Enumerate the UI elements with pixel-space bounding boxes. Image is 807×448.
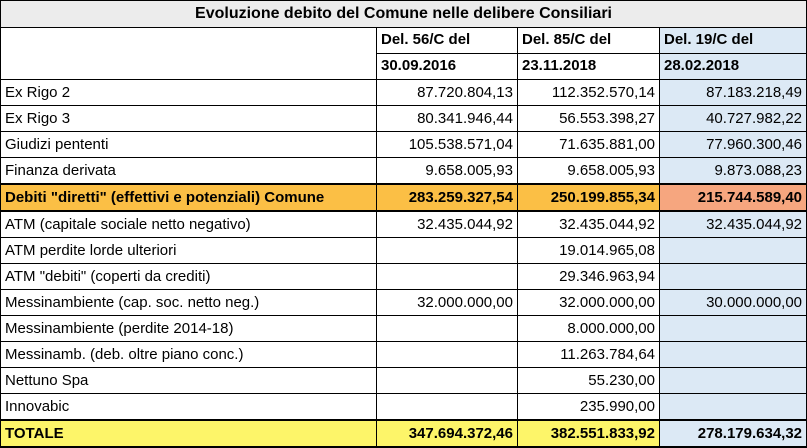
table-row xyxy=(1,132,807,158)
row-value-1: 105.538.571,04 xyxy=(377,132,518,158)
subtotal-value-2: 250.199.855,34 xyxy=(518,184,660,211)
total-row xyxy=(1,420,807,447)
total-value-2: 382.551.833,92 xyxy=(518,420,660,447)
row-value-2: 8.000.000,00 xyxy=(518,316,660,342)
row-value-1 xyxy=(377,316,518,342)
row-value-1 xyxy=(377,238,518,264)
row-label: Ex Rigo 3 xyxy=(1,106,377,132)
column-header-1-line2: 30.09.2016 xyxy=(377,54,518,80)
row-value-3 xyxy=(660,342,807,368)
row-label: Messinamb. (deb. oltre piano conc.) xyxy=(1,342,377,368)
subtotal-label: Debiti "diretti" (effettivi e potenziali) Comune xyxy=(1,184,377,211)
subsidiary-debt-rows xyxy=(1,211,807,420)
column-header-1-line1: Del. 56/C del xyxy=(377,28,518,54)
row-value-3 xyxy=(660,238,807,264)
table-row xyxy=(1,316,807,342)
row-value-1: 9.658.005,93 xyxy=(377,158,518,185)
table-row xyxy=(1,342,807,368)
column-header-2-line1: Del. 85/C del xyxy=(518,28,660,54)
table-row xyxy=(1,106,807,132)
row-value-3: 77.960.300,46 xyxy=(660,132,807,158)
column-header-3-line1: Del. 19/C del xyxy=(660,28,807,54)
row-value-1: 32.000.000,00 xyxy=(377,290,518,316)
row-value-2: 32.435.044,92 xyxy=(518,211,660,238)
subtotal-value-3: 215.744.589,40 xyxy=(660,184,807,211)
table-row xyxy=(1,264,807,290)
table-row xyxy=(1,368,807,394)
row-value-1 xyxy=(377,368,518,394)
row-value-2: 71.635.881,00 xyxy=(518,132,660,158)
total-value-1: 347.694.372,46 xyxy=(377,420,518,447)
row-value-3: 87.183.218,49 xyxy=(660,80,807,106)
row-value-3 xyxy=(660,394,807,421)
row-value-3 xyxy=(660,264,807,290)
row-label: ATM perdite lorde ulteriori xyxy=(1,238,377,264)
row-label: ATM (capitale sociale netto negativo) xyxy=(1,211,377,238)
row-value-3: 9.873.088,23 xyxy=(660,158,807,185)
table-row xyxy=(1,211,807,238)
header-row-1 xyxy=(1,28,807,54)
row-value-2: 32.000.000,00 xyxy=(518,290,660,316)
row-value-2: 112.352.570,14 xyxy=(518,80,660,106)
row-value-3 xyxy=(660,368,807,394)
row-label: Finanza derivata xyxy=(1,158,377,185)
row-value-3 xyxy=(660,316,807,342)
row-value-2: 9.658.005,93 xyxy=(518,158,660,185)
row-label: ATM "debiti" (coperti da crediti) xyxy=(1,264,377,290)
row-label: Messinambiente (cap. soc. netto neg.) xyxy=(1,290,377,316)
table-row xyxy=(1,158,807,185)
total-value-3: 278.179.634,32 xyxy=(660,420,807,447)
table-row xyxy=(1,394,807,421)
row-value-2: 235.990,00 xyxy=(518,394,660,421)
total-label: TOTALE xyxy=(1,420,377,447)
row-value-1: 87.720.804,13 xyxy=(377,80,518,106)
direct-debt-rows xyxy=(1,80,807,185)
header-blank-cell xyxy=(1,28,377,80)
row-value-2: 29.346.963,94 xyxy=(518,264,660,290)
row-value-3: 40.727.982,22 xyxy=(660,106,807,132)
row-value-1: 80.341.946,44 xyxy=(377,106,518,132)
row-label: Giudizi pententi xyxy=(1,132,377,158)
row-value-1: 32.435.044,92 xyxy=(377,211,518,238)
subtotal-row xyxy=(1,184,807,211)
row-value-1 xyxy=(377,342,518,368)
row-value-2: 11.263.784,64 xyxy=(518,342,660,368)
title-row xyxy=(1,1,807,28)
row-value-1 xyxy=(377,264,518,290)
row-value-2: 19.014.965,08 xyxy=(518,238,660,264)
row-label: Nettuno Spa xyxy=(1,368,377,394)
subtotal-value-1: 283.259.327,54 xyxy=(377,184,518,211)
row-value-2: 55.230,00 xyxy=(518,368,660,394)
table-row xyxy=(1,290,807,316)
column-header-2-line2: 23.11.2018 xyxy=(518,54,660,80)
row-value-3: 30.000.000,00 xyxy=(660,290,807,316)
table-row xyxy=(1,238,807,264)
table-title: Evoluzione debito del Comune nelle delibere Consiliari xyxy=(1,1,807,28)
row-value-2: 56.553.398,27 xyxy=(518,106,660,132)
row-label: Innovabic xyxy=(1,394,377,421)
table-row xyxy=(1,80,807,106)
row-value-3: 32.435.044,92 xyxy=(660,211,807,238)
row-label: Messinambiente (perdite 2014-18) xyxy=(1,316,377,342)
column-header-3-line2: 28.02.2018 xyxy=(660,54,807,80)
row-value-1 xyxy=(377,394,518,421)
row-label: Ex Rigo 2 xyxy=(1,80,377,106)
